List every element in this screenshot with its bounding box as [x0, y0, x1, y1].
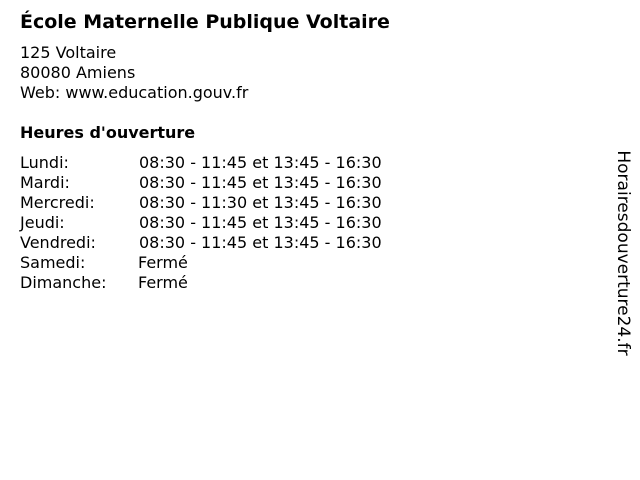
- day-label: Vendredi:: [20, 233, 96, 252]
- site-watermark: Horairesdouverture24.fr: [613, 150, 633, 356]
- hours-row-vendredi: [20, 233, 382, 253]
- hours-row-dimanche: [20, 273, 382, 293]
- hours-row-mercredi: [20, 193, 382, 213]
- school-name: École Maternelle Publique Voltaire: [20, 11, 390, 33]
- time-range: 08:30 - 11:45 et 13:45 - 16:30: [139, 213, 382, 232]
- hours-row-lundi: [20, 153, 382, 173]
- day-label: Lundi:: [20, 153, 69, 172]
- time-range: Fermé: [138, 273, 188, 292]
- day-label: Dimanche:: [20, 273, 107, 292]
- time-range: 08:30 - 11:45 et 13:45 - 16:30: [139, 173, 382, 192]
- website-line: Web: www.education.gouv.fr: [20, 83, 249, 102]
- day-label: Samedi:: [20, 253, 86, 272]
- day-label: Mardi:: [20, 173, 70, 192]
- time-range: 08:30 - 11:45 et 13:45 - 16:30: [139, 153, 382, 172]
- day-label: Jeudi:: [20, 213, 65, 232]
- time-range: Fermé: [138, 253, 188, 272]
- opening-hours-heading: Heures d'ouverture: [20, 123, 196, 142]
- hours-row-jeudi: [20, 213, 382, 233]
- time-range: 08:30 - 11:30 et 13:45 - 16:30: [139, 193, 382, 212]
- hours-row-mardi: [20, 173, 382, 193]
- address-block: [20, 43, 248, 103]
- city-address: 80080 Amiens: [20, 63, 136, 82]
- day-label: Mercredi:: [20, 193, 95, 212]
- opening-hours-table: [20, 153, 382, 293]
- street-address: 125 Voltaire: [20, 43, 117, 62]
- time-range: 08:30 - 11:45 et 13:45 - 16:30: [139, 233, 382, 252]
- hours-row-samedi: [20, 253, 382, 273]
